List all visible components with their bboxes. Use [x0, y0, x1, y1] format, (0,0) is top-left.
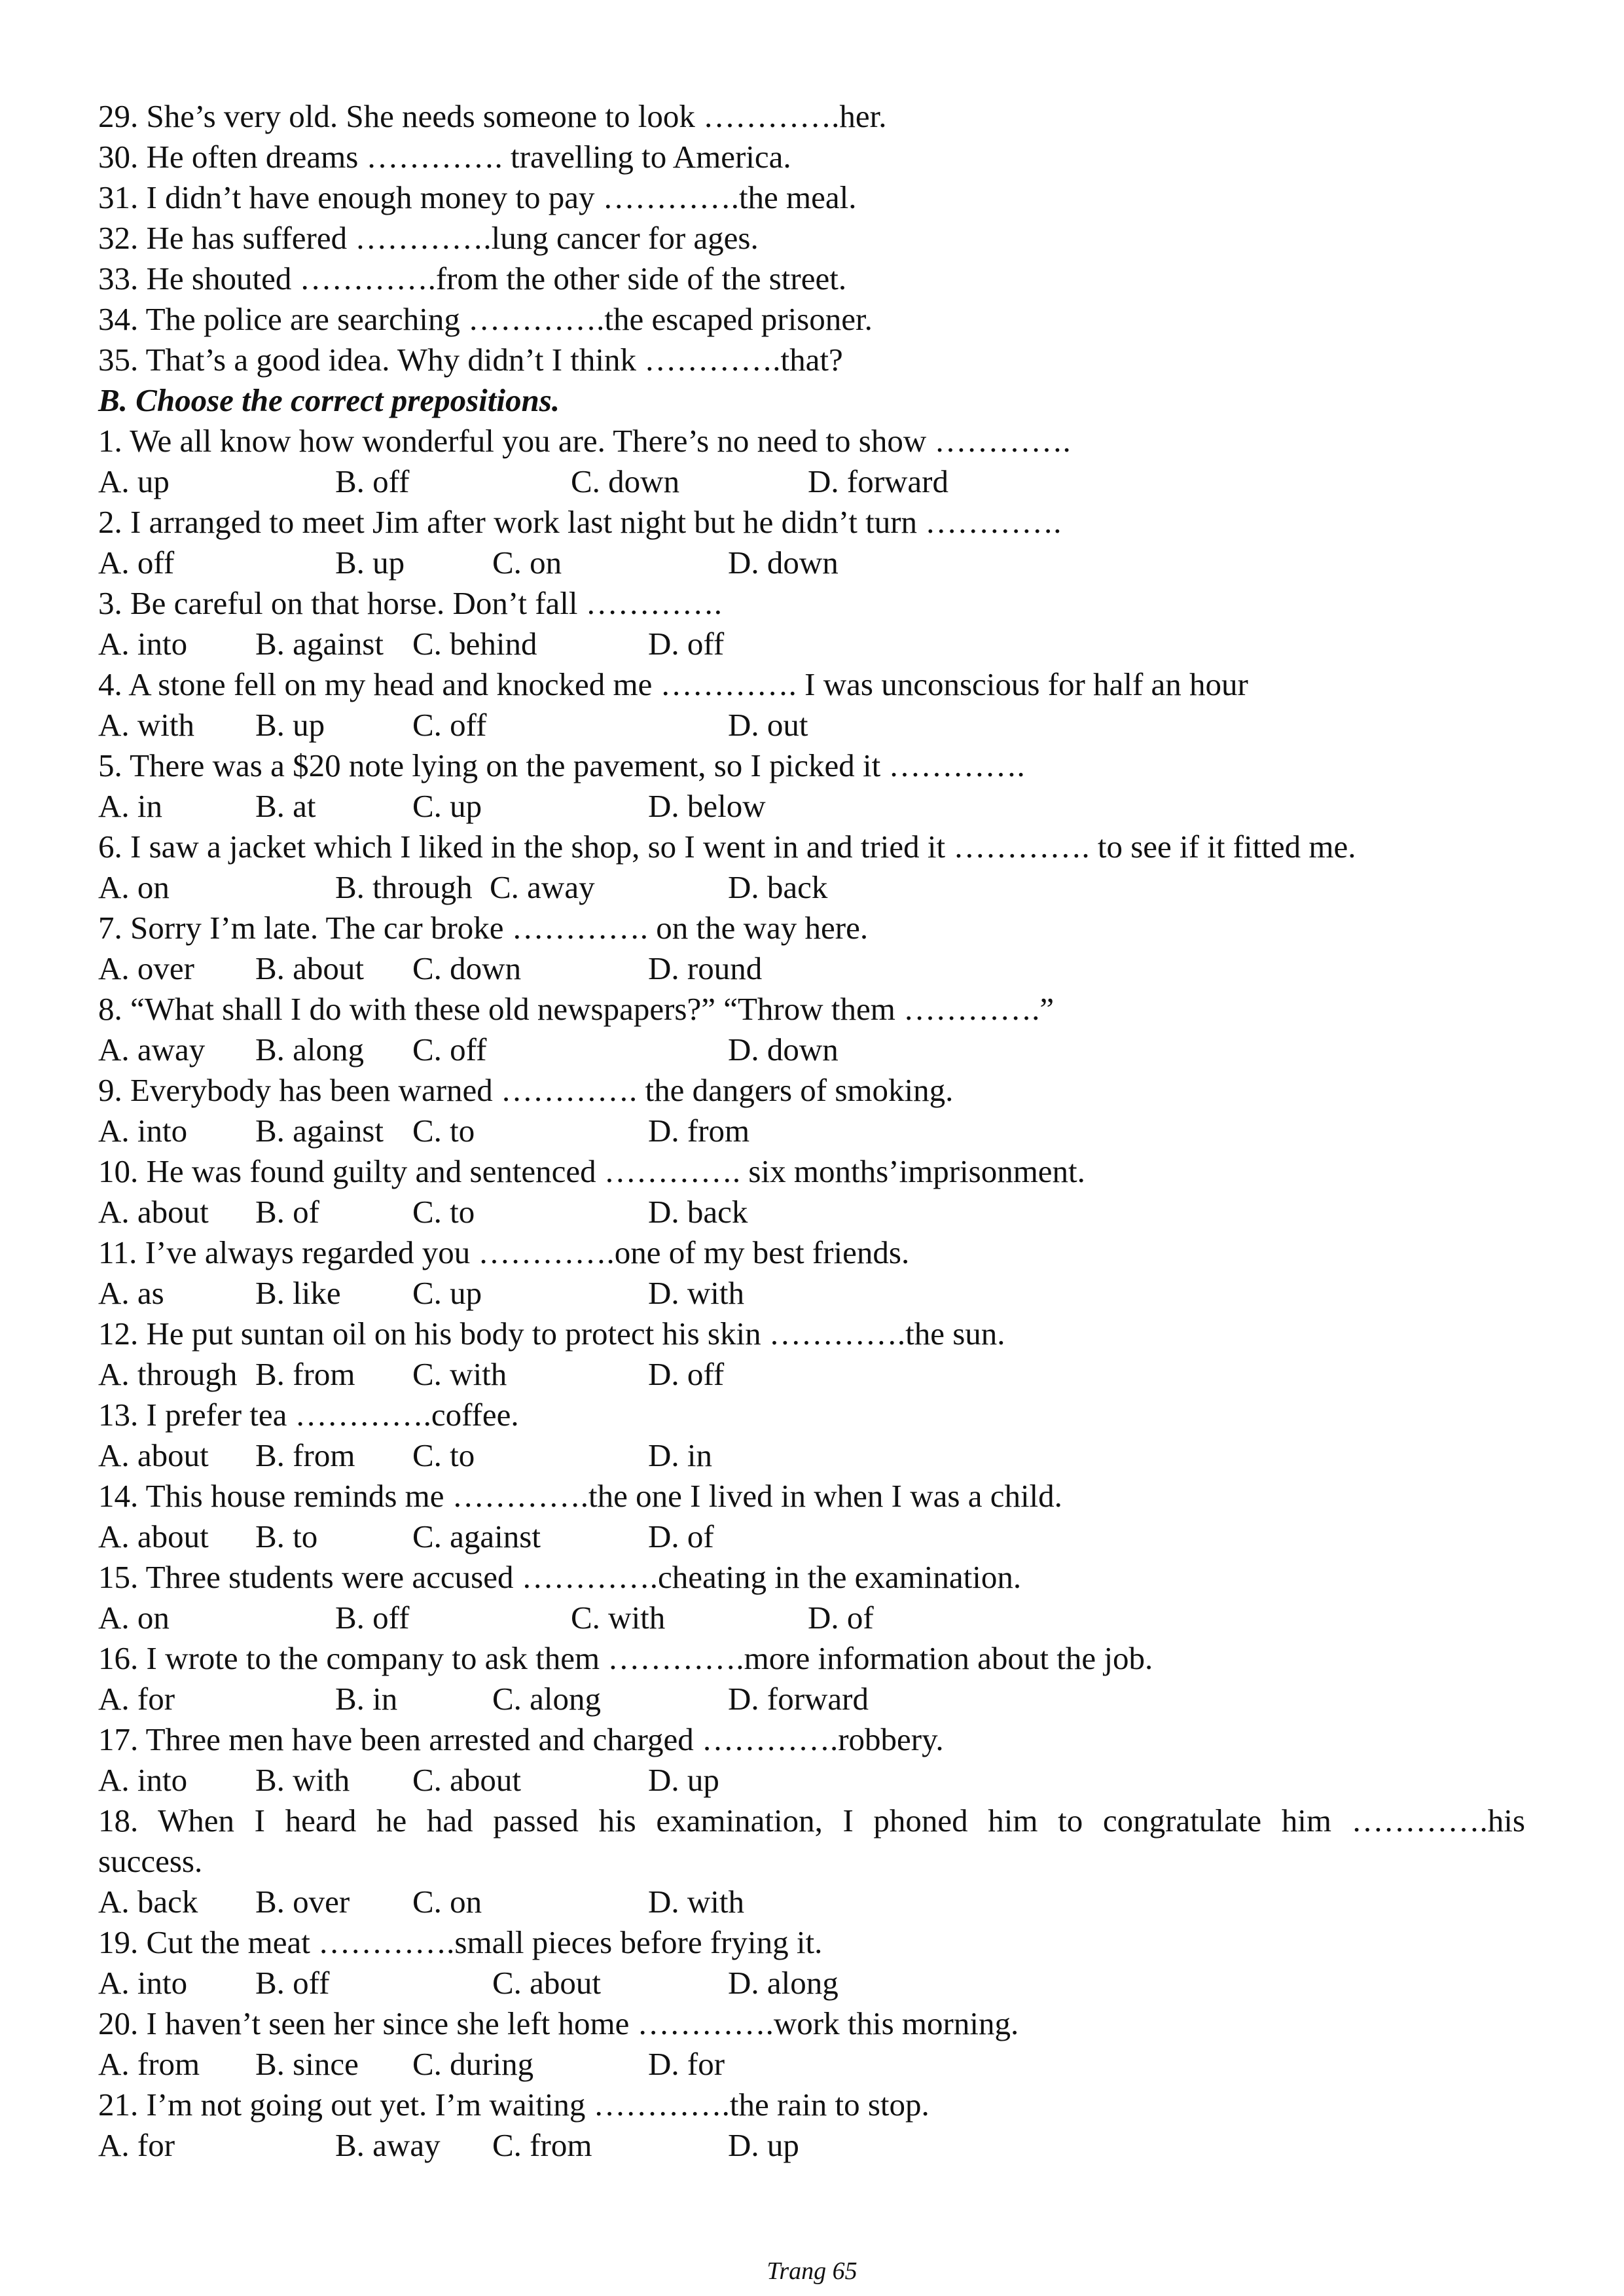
option-d: D. up: [648, 1762, 719, 1798]
option-c: C. about: [412, 1762, 522, 1798]
option-b: B. in: [335, 1681, 398, 1717]
option-a: A. as: [98, 1275, 164, 1311]
question-stem: 5. There was a $20 note lying on the pavement, so I picked it ………….: [98, 747, 1025, 783]
option-b: B. off: [335, 1600, 410, 1636]
question-stem: 4. A stone fell on my head and knocked me …………. I was unconscious for half an hour: [98, 666, 1248, 702]
option-c: C. with: [412, 1356, 507, 1392]
question-35: 35. That’s a good idea. Why didn’t I think ………….that?: [98, 342, 843, 378]
option-d: D. off: [648, 1356, 725, 1392]
question-stem: 16. I wrote to the company to ask them ………….more information about the job.: [98, 1640, 1153, 1676]
option-c: C. behind: [412, 626, 537, 662]
option-c: C. off: [412, 1031, 487, 1067]
option-d: D. from: [648, 1113, 750, 1149]
option-c: C. during: [412, 2046, 534, 2082]
option-b: B. off: [335, 463, 410, 499]
option-b: B. off: [255, 1965, 330, 2001]
answer-options: [98, 786, 1538, 827]
option-d: D. back: [648, 1194, 748, 1230]
question-stem: 14. This house reminds me ………….the one I lived in when I was a child.: [98, 1478, 1062, 1514]
option-b: B. like: [255, 1275, 341, 1311]
answer-options: [98, 543, 1538, 583]
option-a: A. into: [98, 1965, 188, 2001]
option-d: D. up: [728, 2127, 799, 2163]
question-30: 30. He often dreams …………. travelling to America.: [98, 139, 791, 175]
question-stem: 6. I saw a jacket which I liked in the shop, so I went in and tried it …………. to see if it fitted me.: [98, 829, 1356, 865]
answer-options: [98, 1882, 1538, 1922]
answer-options: [98, 867, 1538, 908]
option-b: B. over: [255, 1884, 350, 1920]
option-a: A. about: [98, 1437, 209, 1473]
question-29: 29. She’s very old. She needs someone to look ………….her.: [98, 98, 887, 134]
answer-options: [98, 1516, 1538, 1557]
option-a: A. off: [98, 545, 175, 581]
question-stem: 7. Sorry I’m late. The car broke …………. on the way here.: [98, 910, 869, 946]
option-a: A. for: [98, 1681, 175, 1717]
option-d: D. down: [728, 545, 839, 581]
section-b-heading: B. Choose the correct prepositions.: [98, 382, 560, 418]
answer-options: [98, 1273, 1538, 1314]
question-stem: 18. When I heard he had passed his examination, I phoned him to congratulate him ………….his: [98, 1803, 1525, 1839]
question-stem: 10. He was found guilty and sentenced …………. six months’imprisonment.: [98, 1153, 1085, 1189]
option-d: D. out: [728, 707, 808, 743]
option-c: C. to: [412, 1194, 475, 1230]
option-c: C. on: [492, 545, 562, 581]
option-d: D. back: [728, 869, 828, 905]
option-c: C. away: [490, 869, 595, 905]
question-stem: 12. He put suntan oil on his body to protect his skin ………….the sun.: [98, 1316, 1005, 1352]
answer-options: [98, 1963, 1538, 2003]
option-a: A. into: [98, 626, 188, 662]
answer-options: [98, 1679, 1538, 1719]
option-d: D. along: [728, 1965, 839, 2001]
option-b: B. away: [335, 2127, 441, 2163]
question-stem: 19. Cut the meat ………….small pieces before frying it.: [98, 1924, 823, 1960]
option-d: D. with: [648, 1884, 744, 1920]
option-b: B. since: [255, 2046, 359, 2082]
page-number: Trang 65: [767, 2257, 857, 2285]
question-stem: 11. I’ve always regarded you ………….one of my best friends.: [98, 1234, 910, 1270]
answer-options: [98, 624, 1538, 664]
question-stem: 8. “What shall I do with these old newspapers?” “Throw them ………….”: [98, 991, 1055, 1027]
option-c: C. against: [412, 1518, 541, 1554]
option-a: A. about: [98, 1194, 209, 1230]
option-a: A. with: [98, 707, 194, 743]
option-c: C. about: [492, 1965, 602, 2001]
question-33: 33. He shouted ………….from the other side of the street.: [98, 260, 847, 296]
question-stem: 15. Three students were accused ………….cheating in the examination.: [98, 1559, 1022, 1595]
answer-options: [98, 1354, 1538, 1395]
option-b: B. along: [255, 1031, 365, 1067]
question-stem: 13. I prefer tea ………….coffee.: [98, 1397, 519, 1433]
option-b: B. through: [335, 869, 473, 905]
answer-options: [98, 1030, 1538, 1070]
option-d: D. with: [648, 1275, 744, 1311]
option-b: B. at: [255, 788, 316, 824]
option-c: C. to: [412, 1113, 475, 1149]
question-stem: 20. I haven’t seen her since she left home ………….work this morning.: [98, 2005, 1019, 2041]
answer-options: [98, 1192, 1538, 1232]
option-d: D. forward: [728, 1681, 869, 1717]
option-a: A. over: [98, 950, 194, 986]
option-d: D. of: [808, 1600, 874, 1636]
option-b: B. from: [255, 1437, 355, 1473]
option-c: C. on: [412, 1884, 482, 1920]
question-32: 32. He has suffered ………….lung cancer for ages.: [98, 220, 759, 256]
option-a: A. away: [98, 1031, 206, 1067]
answer-options: [98, 2044, 1538, 2085]
answer-options: [98, 1435, 1538, 1476]
option-c: C. down: [571, 463, 680, 499]
option-b: B. against: [255, 1113, 384, 1149]
option-b: B. from: [255, 1356, 355, 1392]
answer-options: [98, 1598, 1538, 1638]
question-stem: 21. I’m not going out yet. I’m waiting ………….the rain to stop.: [98, 2087, 929, 2123]
answer-options: [98, 1760, 1538, 1801]
option-a: A. for: [98, 2127, 175, 2163]
option-b: B. about: [255, 950, 365, 986]
option-c: C. with: [571, 1600, 666, 1636]
option-a: A. through: [98, 1356, 238, 1392]
option-a: A. back: [98, 1884, 198, 1920]
option-a: A. in: [98, 788, 162, 824]
question-stem: 9. Everybody has been warned …………. the dangers of smoking.: [98, 1072, 954, 1108]
answer-options: [98, 948, 1538, 989]
option-b: B. up: [255, 707, 325, 743]
question-stem: 1. We all know how wonderful you are. There’s no need to show ………….: [98, 423, 1071, 459]
answer-options: [98, 461, 1538, 502]
option-a: A. on: [98, 869, 170, 905]
option-a: A. up: [98, 463, 170, 499]
option-a: A. on: [98, 1600, 170, 1636]
option-b: B. against: [255, 626, 384, 662]
option-d: D. for: [648, 2046, 725, 2082]
option-a: A. about: [98, 1518, 209, 1554]
option-a: A. from: [98, 2046, 200, 2082]
answer-options: [98, 2125, 1538, 2166]
option-c: C. from: [492, 2127, 592, 2163]
option-b: B. up: [335, 545, 405, 581]
question-stem: 2. I arranged to meet Jim after work last night but he didn’t turn ………….: [98, 504, 1062, 540]
option-d: D. off: [648, 626, 725, 662]
option-c: C. along: [492, 1681, 602, 1717]
option-c: C. up: [412, 788, 482, 824]
option-d: D. round: [648, 950, 763, 986]
option-b: B. to: [255, 1518, 318, 1554]
question-stem-continuation: success.: [98, 1843, 203, 1879]
option-d: D. below: [648, 788, 766, 824]
option-d: D. forward: [808, 463, 948, 499]
question-stem: 17. Three men have been arrested and charged ………….robbery.: [98, 1721, 944, 1757]
option-d: D. down: [728, 1031, 839, 1067]
option-c: C. up: [412, 1275, 482, 1311]
option-b: B. with: [255, 1762, 350, 1798]
option-a: A. into: [98, 1762, 188, 1798]
answer-options: [98, 1111, 1538, 1151]
question-stem: 3. Be careful on that horse. Don’t fall ………….: [98, 585, 723, 621]
option-d: D. in: [648, 1437, 712, 1473]
option-c: C. off: [412, 707, 487, 743]
option-c: C. down: [412, 950, 522, 986]
question-34: 34. The police are searching ………….the escaped prisoner.: [98, 301, 873, 337]
option-c: C. to: [412, 1437, 475, 1473]
question-31: 31. I didn’t have enough money to pay ………….the meal.: [98, 179, 857, 215]
answer-options: [98, 705, 1538, 745]
option-b: B. of: [255, 1194, 319, 1230]
option-a: A. into: [98, 1113, 188, 1149]
option-d: D. of: [648, 1518, 714, 1554]
